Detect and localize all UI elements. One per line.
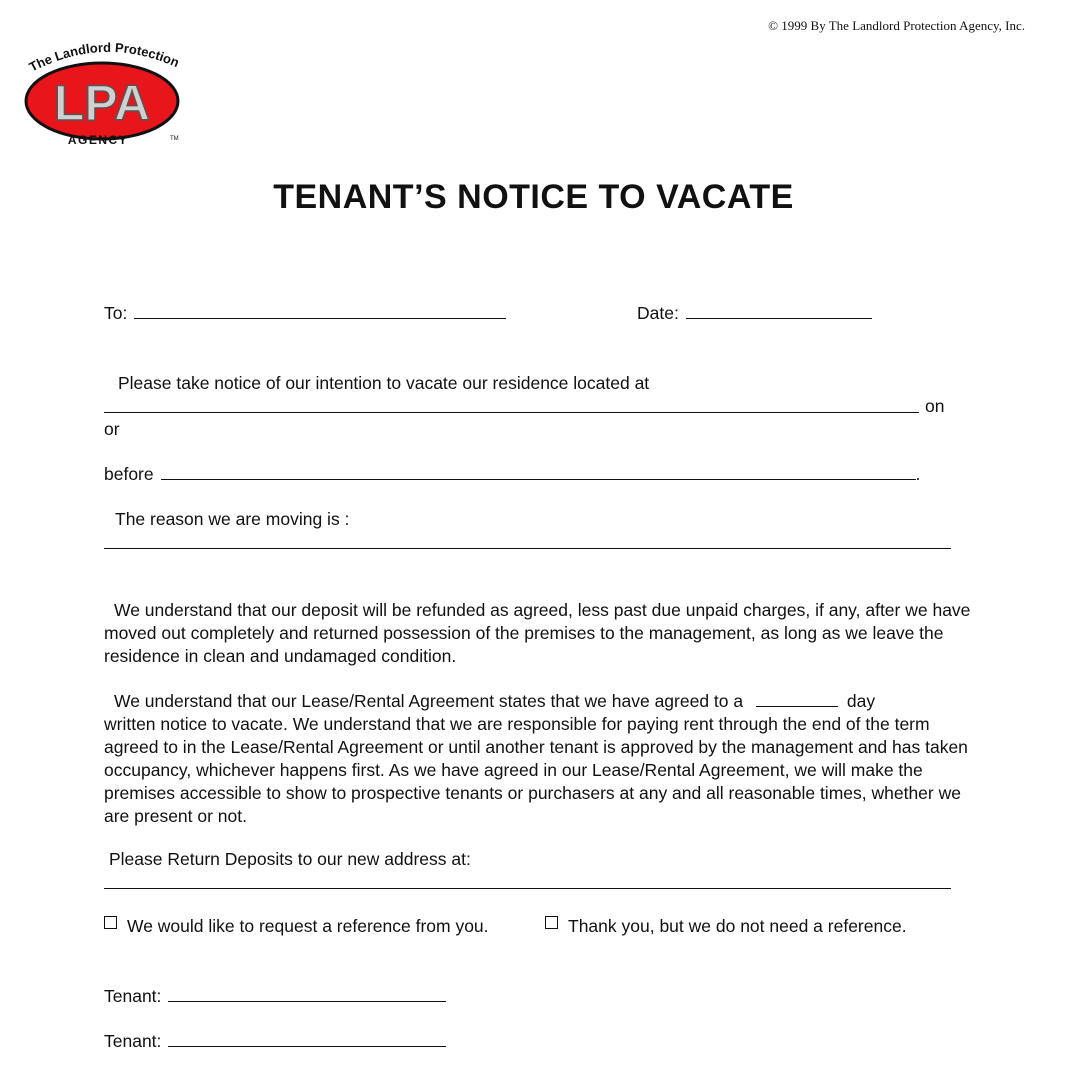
before-period: .: [915, 464, 921, 484]
lease-paragraph: [104, 690, 974, 828]
tenant-signature-field-1[interactable]: [168, 985, 446, 1002]
copyright-notice: © 1999 By The Landlord Protection Agency, Inc.: [768, 18, 1025, 33]
or-text: or: [104, 419, 120, 439]
lease-paragraph-start: We understand that our Lease/Rental Agreement states that we have agreed to a: [114, 691, 744, 711]
reference-yes-checkbox[interactable]: [104, 916, 117, 929]
reference-no-checkbox[interactable]: [545, 916, 558, 929]
reason-label: The reason we are moving is :: [115, 509, 350, 529]
reason-field[interactable]: [104, 548, 951, 549]
lease-paragraph-day: day: [846, 691, 876, 711]
lease-paragraph-rest: written notice to vacate. We understand that we are responsible for paying rent through the end of the term agreed to in the Lease/Rental Agreement or until another tenant is approved by the management and has taken occupancy, whichever happens first. As we have agreed in our Lease/Rental Agreement, we will make the premises accessible to show to prospective tenants or purchasers at any and all reasonable times, whether we are present or not.: [104, 714, 968, 826]
lpa-logo: [22, 38, 187, 148]
to-label: To:: [104, 303, 128, 323]
tenant-label-1: Tenant:: [104, 986, 162, 1006]
date-field[interactable]: [686, 302, 872, 319]
tenant-row-1: [104, 985, 446, 1008]
tenant-signature-field-2[interactable]: [168, 1030, 446, 1047]
reference-yes-label: We would like to request a reference from you.: [127, 916, 489, 936]
on-text: on: [925, 396, 945, 416]
logo-arc-text: The Landlord Protection: [26, 39, 182, 75]
reference-yes-option[interactable]: [104, 915, 489, 938]
new-address-field[interactable]: [104, 888, 951, 889]
notice-days-field[interactable]: [756, 690, 838, 707]
tenant-row-2: [104, 1030, 446, 1053]
to-field[interactable]: [134, 302, 506, 319]
logo-tm: TM: [170, 136, 179, 142]
tenant-label-2: Tenant:: [104, 1031, 162, 1051]
before-label: before: [104, 464, 154, 484]
document-title: TENANT’S NOTICE TO VACATE: [273, 178, 794, 216]
return-deposits-label: Please Return Deposits to our new address at:: [109, 849, 471, 869]
residence-address-field[interactable]: [104, 412, 919, 413]
date-row: [637, 302, 872, 325]
reference-no-option[interactable]: [545, 915, 907, 938]
before-row: [104, 463, 920, 486]
reference-no-label: Thank you, but we do not need a reference.: [568, 916, 907, 936]
date-label: Date:: [637, 303, 679, 323]
deposit-paragraph: We understand that our deposit will be refunded as agreed, less past due unpaid charges, if any, after we have moved out completely and returned possession of the premises to the management, as long as we leave the residence in clean and undamaged condition.: [104, 600, 971, 666]
to-row: [104, 302, 506, 325]
logo-initials: LPA: [53, 75, 151, 131]
notice-intro: Please take notice of our intention to vacate our residence located at: [118, 373, 650, 393]
before-date-field[interactable]: [161, 463, 916, 480]
logo-agency-text: AGENCY: [67, 133, 129, 147]
